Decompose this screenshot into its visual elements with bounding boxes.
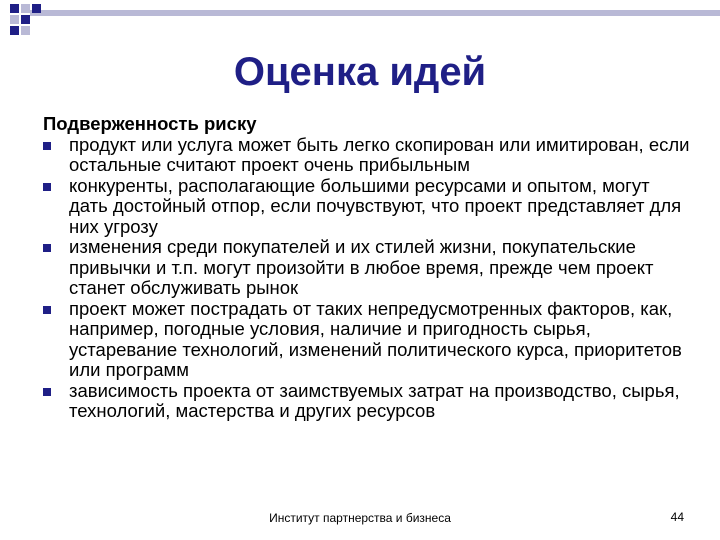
slide-content <box>43 114 693 422</box>
list-item-text: изменения среди покупателей и их стилей жизни, покупательские привычки и т.п. могут произойти в любое время, прежде чем проект станет обслуживать рынок <box>69 236 654 298</box>
decorative-square <box>21 26 30 35</box>
list-item <box>43 237 693 299</box>
list-item <box>43 381 693 422</box>
square-bullet-icon <box>43 306 51 314</box>
decorative-square <box>10 4 19 13</box>
decorative-square <box>10 26 19 35</box>
list-item <box>43 299 693 381</box>
bullet-list <box>43 135 693 422</box>
decorative-square <box>21 15 30 24</box>
slide-subheading: Подверженность риску <box>43 113 257 134</box>
decorative-square <box>10 15 19 24</box>
list-item-text: продукт или услуга может быть легко скопирован или имитирован, если остальные считают проект очень прибыльным <box>69 133 690 175</box>
footer-text: Институт партнерства и бизнеса <box>269 511 451 525</box>
slide-title: Оценка идей <box>233 50 487 94</box>
square-bullet-icon <box>43 142 51 150</box>
decorative-square <box>21 4 30 13</box>
list-item-text: проект может пострадать от таких непредусмотренных факторов, как, например, погодные условия, наличие и пригодность сырья, устаревание технологий, изменений политического курса, приоритетов или программ <box>69 297 682 380</box>
list-item <box>43 176 693 238</box>
list-item-text: конкуренты, располагающие большими ресурсами и опытом, могут дать достойный отпор, если почувствуют, что проект представляет для них угрозу <box>69 174 682 237</box>
square-bullet-icon <box>43 183 51 191</box>
list-item-text: зависимость проекта от заимствуемых затрат на производство, сырья, технологий, мастерства и других ресурсов <box>69 379 680 421</box>
square-bullet-icon <box>43 388 51 396</box>
decorative-square <box>32 4 41 13</box>
page-number: 44 <box>670 510 684 524</box>
list-item <box>43 135 693 176</box>
decorative-line <box>30 10 720 16</box>
square-bullet-icon <box>43 244 51 252</box>
